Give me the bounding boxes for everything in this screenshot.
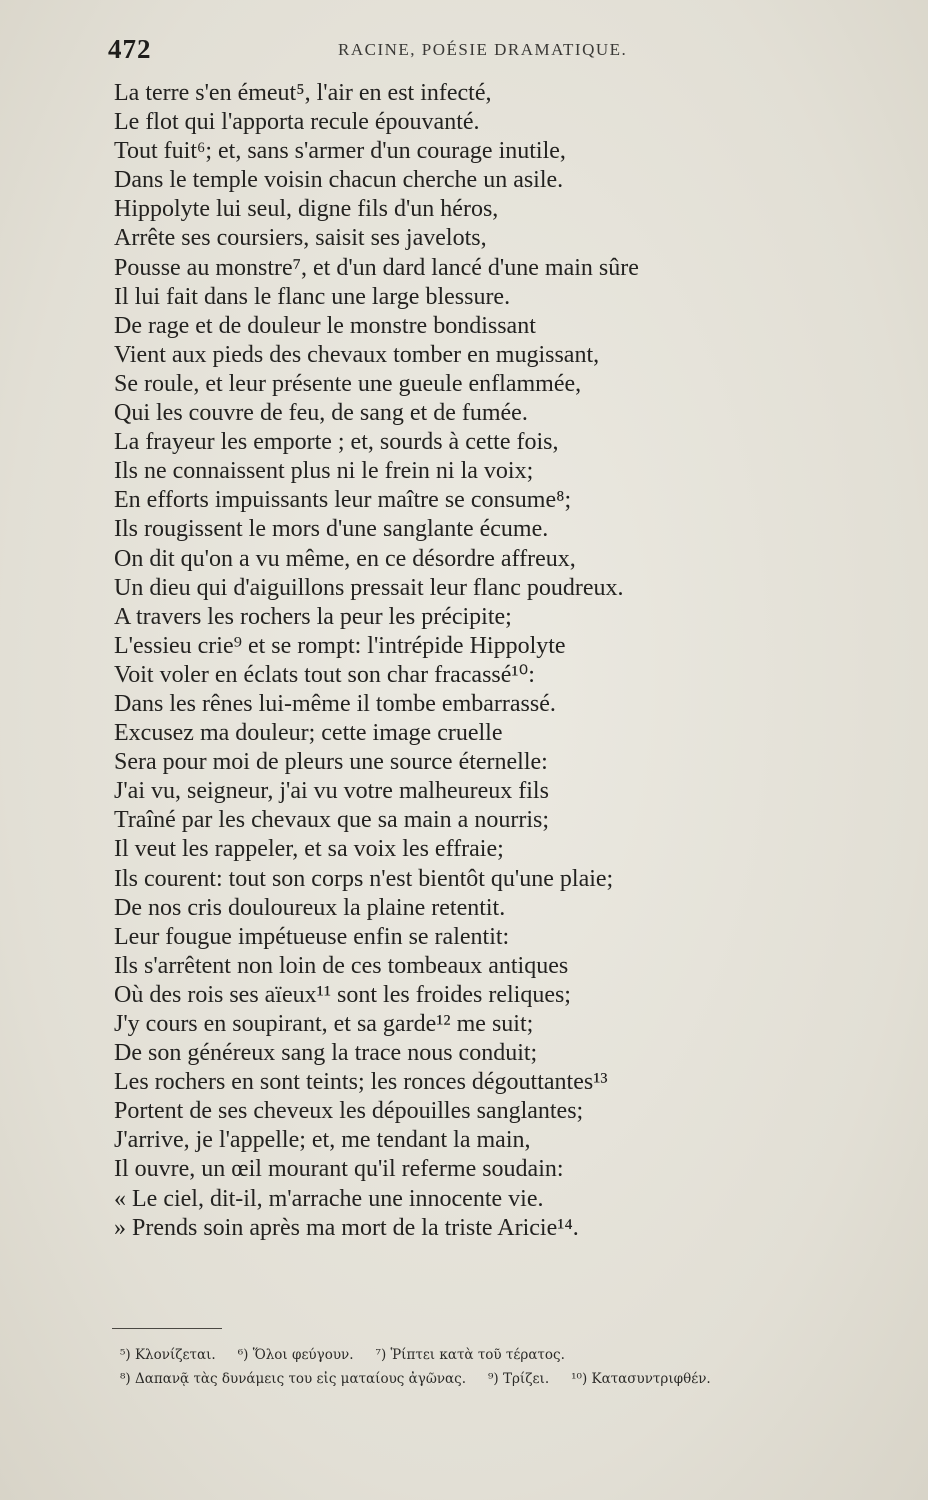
verse-line: Traîné par les chevaux que sa main a nourris; [114, 807, 549, 834]
verse-line: Ils courent: tout son corps n'est bientôt qu'une plaie; [114, 865, 614, 892]
verse-line: A travers les rochers la peur les précipite; [114, 603, 512, 630]
footnote-item: ⁷) Ῥίπτει κατὰ τοῦ τέρατος. [375, 1347, 565, 1363]
verse-line: Ils s'arrêtent non loin de ces tombeaux antiques [114, 952, 569, 979]
running-title: RACINE, POÉSIE DRAMATIQUE. [338, 40, 628, 59]
verse-line: Dans le temple voisin chacun cherche un asile. [114, 167, 564, 194]
footnote-item: ⁹) Τρίζει. [488, 1371, 550, 1387]
footnote-item: ⁶) Ὅλοι φεύγουν. [237, 1347, 354, 1363]
verse-line: Se roule, et leur présente une gueule enflammée, [114, 370, 582, 397]
verse-list [114, 79, 814, 1243]
verse-line: J'ai vu, seigneur, j'ai vu votre malheureux fils [114, 778, 549, 805]
verse-line: Les rochers en sont teints; les ronces dégouttantes¹³ [114, 1069, 608, 1096]
verse-line: « Le ciel, dit-il, m'arrache une innocente vie. [114, 1185, 544, 1212]
verse-line: Il lui fait dans le flanc une large blessure. [114, 283, 511, 310]
verse-line: On dit qu'on a vu même, en ce désordre affreux, [114, 545, 576, 572]
verse-line: En efforts impuissants leur maître se consume⁸; [114, 487, 572, 514]
footnote-line [120, 1343, 900, 1367]
page-header [108, 34, 708, 64]
verse-line: De son généreux sang la trace nous conduit; [114, 1040, 538, 1067]
verse-line: Vient aux pieds des chevaux tomber en mugissant, [114, 341, 600, 368]
footnote-rule [112, 1328, 222, 1329]
verse-line: Portent de ses cheveux les dépouilles sanglantes; [114, 1098, 584, 1125]
verse-line: Un dieu qui d'aiguillons pressait leur flanc poudreux. [114, 574, 624, 601]
verse-line: La terre s'en émeut⁵, l'air en est infecté, [114, 80, 492, 106]
verse-line: Où des rois ses aïeux¹¹ sont les froides reliques; [114, 981, 571, 1008]
verse-line: Hippolyte lui seul, digne fils d'un héros, [114, 196, 499, 223]
verse-line: J'arrive, je l'appelle; et, me tendant la main, [114, 1127, 531, 1154]
footnote-item: ¹⁰) Κατασυντριφθέν. [571, 1371, 711, 1387]
verse-line: Dans les rênes lui-même il tombe embarrassé. [114, 690, 556, 717]
verse-line: Le flot qui l'apporta recule épouvanté. [114, 109, 480, 136]
verse-line: Excusez ma douleur; cette image cruelle [114, 720, 503, 747]
verse-line: Il ouvre, un œil mourant qu'il referme soudain: [114, 1156, 564, 1183]
verse-line: Pousse au monstre⁷, et d'un dard lancé d'une main sûre [114, 254, 639, 281]
verse-line: Voit voler en éclats tout son char fracassé¹⁰: [114, 661, 535, 688]
verse-line: L'essieu crie⁹ et se rompt: l'intrépide Hippolyte [114, 632, 566, 659]
verse-line: Ils rougissent le mors d'une sanglante écume. [114, 516, 549, 543]
verse-line: Arrête ses coursiers, saisit ses javelots, [114, 225, 487, 252]
verse-line: Leur fougue impétueuse enfin se ralentit: [114, 923, 510, 950]
verse-line: La frayeur les emporte ; et, sourds à cette fois, [114, 429, 559, 456]
verse-line: Il veut les rappeler, et sa voix les effraie; [114, 836, 504, 863]
verse-line: Qui les couvre de feu, de sang et de fumée. [114, 400, 528, 427]
footnote-item: ⁵) Κλονίζεται. [120, 1347, 216, 1363]
footnote-line [120, 1367, 900, 1391]
verse-line: De rage et de douleur le monstre bondissant [114, 312, 536, 339]
verse-line: J'y cours en soupirant, et sa garde¹² me suit; [114, 1011, 534, 1037]
verse-line: De nos cris douloureux la plaine retentit. [114, 894, 506, 921]
footnotes [120, 1343, 900, 1391]
page-number: 472 [108, 34, 152, 64]
footnote-item: ⁸) Δαπανᾷ τὰς δυνάμεις του εἰς ματαίους ἀγῶνας. [120, 1371, 467, 1387]
verse-line: » Prends soin après ma mort de la triste Aricie¹⁴. [114, 1214, 579, 1241]
verse-line: Sera pour moi de pleurs une source éternelle: [114, 749, 548, 776]
verse-line: Tout fuit⁶; et, sans s'armer d'un courage inutile, [114, 138, 566, 165]
verse-line: Ils ne connaissent plus ni le frein ni la voix; [114, 458, 534, 485]
